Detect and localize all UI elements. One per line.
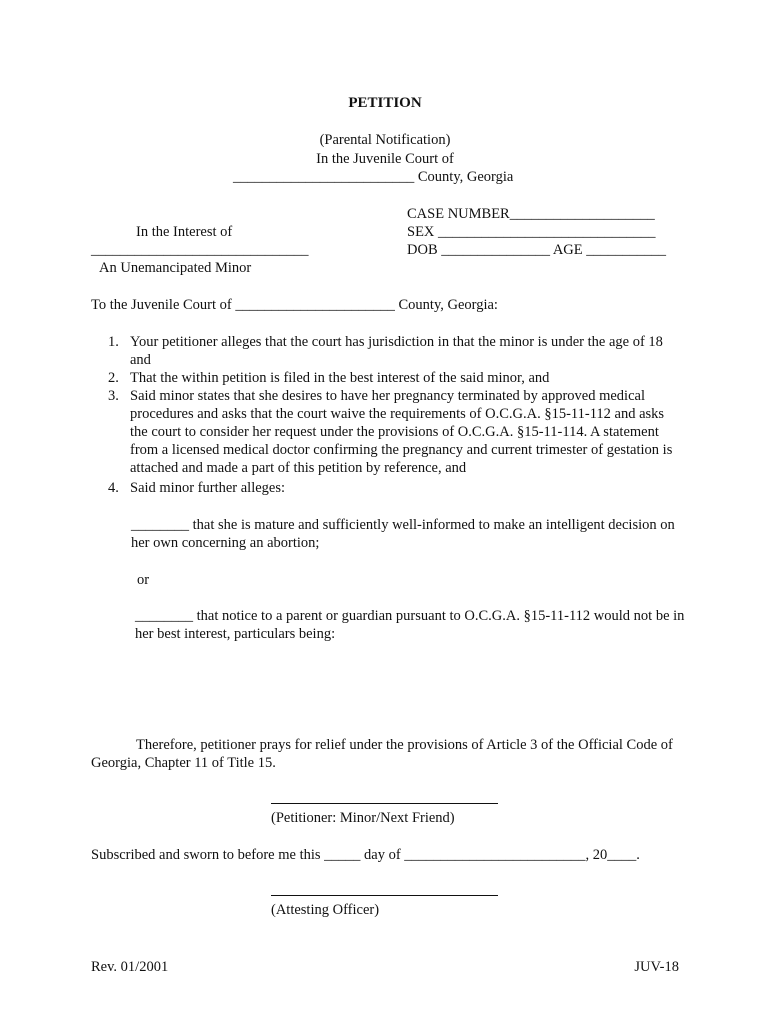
dob-age-field: DOB _______________ AGE ___________ (407, 242, 666, 258)
petitioner-signature-label: (Petitioner: Minor/Next Friend) (271, 810, 455, 826)
footer-revision: Rev. 01/2001 (91, 959, 169, 975)
court-line: In the Juvenile Court of (316, 151, 454, 167)
subtitle: (Parental Notification) (319, 132, 451, 148)
item-text: Said minor further alleges: (130, 480, 286, 496)
county-blank: _________________________ (233, 169, 415, 185)
sex-field: SEX ______________________________ (407, 224, 656, 240)
list-item (108, 387, 678, 477)
item-number: 3. (108, 388, 119, 404)
item-number: 2. (108, 370, 119, 386)
interest-label: In the Interest of (136, 224, 233, 240)
officer-signature-line (271, 895, 498, 896)
or-text: or (137, 572, 150, 588)
petitioner-signature-line (271, 803, 498, 804)
item-text: That the within petition is filed in the best interest of the said minor, and (130, 370, 550, 386)
item-number: 4. (108, 480, 119, 496)
case-number-field: CASE NUMBER____________________ (407, 206, 655, 222)
sworn-line: Subscribed and sworn to before me this _____ day of _________________________, 20____. (91, 847, 640, 863)
page-title: PETITION (348, 95, 422, 111)
allegation-best-interest: ________ that notice to a parent or guardian pursuant to O.C.G.A. §15-11-112 would not be in her best interest, particulars being: (135, 608, 685, 642)
county-suffix: County, Georgia (417, 169, 514, 185)
officer-signature-label: (Attesting Officer) (271, 902, 380, 918)
footer-form-code: JUV-18 (634, 959, 679, 975)
minor-name-blank: ______________________________ (91, 242, 309, 258)
list-item (108, 369, 678, 387)
item-text: Your petitioner alleges that the court has jurisdiction in that the minor is under the age of 18 and (130, 334, 663, 368)
list-item (108, 479, 678, 497)
minor-label: An Unemancipated Minor (99, 260, 252, 276)
item-number: 1. (108, 334, 119, 350)
list-item (108, 333, 678, 369)
county-line (233, 168, 513, 186)
item-text: Said minor states that she desires to have her pregnancy terminated by approved medical procedures and asks that the court waive the requirements of O.C.G.A. §15-11-112 and asks the court to consider her request under the provisions of O.C.G.A. §15-11-114. A statement from a licensed medical doctor confirming the pregnancy and current trimester of gestation is attached and made a part of this petition by reference, and (130, 388, 673, 476)
allegation-mature: ________ that she is mature and sufficiently well-informed to make an intelligent decision on her own concerning an abortion; (131, 517, 675, 551)
therefore-paragraph: Therefore, petitioner prays for relief under the provisions of Article 3 of the Official Code of Georgia, Chapter 11 of Title 15. (91, 737, 673, 771)
to-court-line: To the Juvenile Court of ______________________ County, Georgia: (91, 297, 498, 313)
